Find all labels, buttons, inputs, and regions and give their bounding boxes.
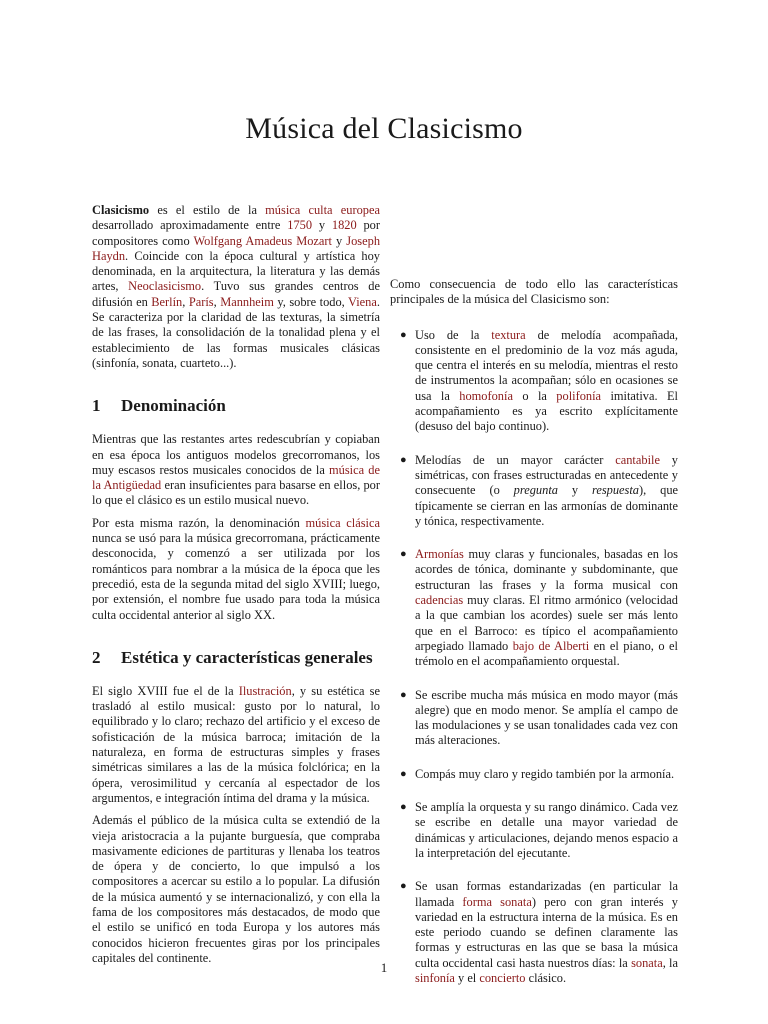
link-cadencias[interactable]: cadencias bbox=[415, 593, 464, 608]
list-item: ● Se amplía la orquesta y su rango dinámico. Cada vez se escribe en detalle una mayor variedad de dinámicas y articulaciones, dejando menos espacio a la interpretación del ejecutante. bbox=[400, 800, 678, 860]
link-1750[interactable]: 1750 bbox=[287, 218, 313, 233]
section-number: 1 bbox=[92, 396, 101, 416]
characteristics-list bbox=[390, 328, 678, 987]
section-heading-denominacion bbox=[92, 395, 380, 416]
bullet-icon: ● bbox=[400, 328, 407, 341]
link-berlin[interactable]: Berlín bbox=[151, 294, 183, 309]
list-item: ● Uso de la textura de melodía acompañada, consistente en el predominio de la voz más aguda, que centra el interés en su melodía, mientras el resto de instrumentos la acompañan; sólo en ocasiones se usa la homofonía o la polifonía imitativa. El acompañamiento es ya escrito explícitamente (desuso del bajo continuo). bbox=[400, 327, 678, 434]
bullet-icon: ● bbox=[400, 880, 407, 893]
page-title: Música del Clasicismo bbox=[245, 112, 523, 145]
link-textura[interactable]: textura bbox=[491, 327, 526, 342]
term-clasicismo: Clasicismo bbox=[92, 203, 150, 217]
bullet-icon: ● bbox=[400, 548, 407, 561]
link-sonata[interactable]: sonata bbox=[631, 955, 663, 970]
link-1820[interactable]: 1820 bbox=[331, 218, 357, 233]
link-musica-clasica[interactable]: música clásica bbox=[305, 515, 380, 530]
list-item: ● Melodías de un mayor carácter cantabile y simétricas, con frases estructuradas en antecedente y consecuente (o pregunta y respuesta), que típicamente se cierran en las armonías de dominante y tónica, respectivamente. bbox=[400, 452, 679, 528]
page-number: 1 bbox=[380, 960, 388, 975]
link-armonias[interactable]: Armonías bbox=[415, 547, 464, 562]
denominacion-paragraph-1: Mientras que las restantes artes redescubrían y copiaban en esa época los antiguos modelos grecorromanos, los muy escasos restos musicales conocidos de la música de la Antigüedad eran insuficientes para basarse en ellos, por lo que el clásico es un estilo musical nuevo. bbox=[92, 432, 381, 508]
section-title: Denominación bbox=[121, 396, 226, 416]
link-haydn[interactable]: Joseph Haydn bbox=[92, 233, 381, 263]
link-sinfonia[interactable]: sinfonía bbox=[415, 970, 455, 985]
link-bajo-de-alberti[interactable]: bajo de Alberti bbox=[512, 638, 590, 653]
bullet-icon: ● bbox=[400, 453, 407, 466]
link-cantabile[interactable]: cantabile bbox=[615, 452, 660, 467]
link-mannheim[interactable]: Mannheim bbox=[220, 294, 274, 309]
link-viena[interactable]: Viena bbox=[348, 294, 377, 309]
bullet-icon: ● bbox=[400, 688, 407, 701]
list-item: ● Se escribe mucha más música en modo mayor (más alegre) que en modo menor. Se amplía el campo de las modulaciones y se usan tonalidades cada vez con más alteraciones. bbox=[400, 687, 678, 748]
intro-paragraph: Clasicismo es el estilo de la música culta europea desarrollado aproximadamente entre 1750 y 1820 por compositores como Wolfgang Amadeus Mozart y Joseph Haydn. Coincide con la época cultural y artística hoy denominada, en la arquitectura, la literatura y las demás artes, Neoclasicismo. Tuvo sus grandes centros de difusión en Berlín, París, Mannheim y, sobre todo, Viena. Se caracteriza por la claridad de las texturas, la simetría de las frases, la consolidación de la tonalidad plena y el establecimiento de las formas musicales clásicas (sinfonía, sonata, cuarteto...). bbox=[92, 203, 381, 370]
link-neoclasicismo[interactable]: Neoclasicismo bbox=[128, 279, 202, 294]
link-concierto[interactable]: concierto bbox=[479, 970, 526, 985]
section-heading-estetica bbox=[92, 647, 380, 668]
link-musica-culta-europea[interactable]: música culta europea bbox=[265, 203, 380, 217]
bullet-icon: ● bbox=[400, 801, 407, 814]
section-number: 2 bbox=[92, 647, 101, 667]
estetica-paragraph-3: Como consecuencia de todo ello las características principales de la música del Clasicismo son: bbox=[390, 277, 678, 307]
estetica-paragraph-2: Además el público de la música culta se extendió de la vieja aristocracia a la pujante burguesía, que compraba masivamente ediciones de partituras y llenaba los teatros de ópera y de concierto, lo que impulsó a los compositores a acercar su estilo a lo popular. La difusión de la música aumentó y se internacionalizó, y con ella la fama de los compositores más destacados, de modo que el estilo se unificó en toda Europa y los autores más conocidos hicieron frecuentes giras por los principales capitales del continente. bbox=[92, 813, 380, 965]
list-item: ● Compás muy claro y regido también por la armonía. bbox=[400, 766, 675, 781]
list-item: ● Armonías muy claras y funcionales, basadas en los acordes de tónica, dominante y subdominante, que estructuran las frases y la forma musical con cadencias muy claras. El ritmo armónico (velocidad a la que cambian los acordes) suele ser más lento que en el Barroco: es típico el acompañamiento arpegiado llamado bajo de Alberti en el piano, o el trémolo en el acompañamiento orquestal. bbox=[400, 547, 678, 669]
link-ilustracion[interactable]: Ilustración bbox=[238, 683, 292, 698]
section-title: Estética y características generales bbox=[121, 647, 373, 667]
list-item: ● Se usan formas estandarizadas (en particular la llamada forma sonata) pero con gran interés y variedad en la estructura interna de la música. Es en este periodo cuando se definen claramente las formas y estructuras en las que se basa la música culta occidental casi hasta nuestros días: la sonata, la sinfonía y el concierto clásico. bbox=[400, 879, 679, 985]
bullet-icon: ● bbox=[400, 767, 407, 780]
link-polifonia[interactable]: polifonía bbox=[556, 388, 602, 403]
link-homofonia[interactable]: homofonía bbox=[459, 388, 513, 403]
link-forma-sonata[interactable]: forma sonata bbox=[462, 894, 532, 909]
left-column bbox=[92, 203, 380, 973]
link-paris[interactable]: París bbox=[188, 294, 214, 309]
denominacion-paragraph-2: Por esta misma razón, la denominación música clásica nunca se usó para la música grecorromana, prácticamente desconocida, y comenzó a ser utilizada por los románticos para nombrar a la música de la época que les precedió, esta de la segunda mitad del siglo XVIII; luego, por extensión, el nombre fue usado para toda la música culta occidental anterior al siglo XX. bbox=[92, 515, 380, 622]
right-column bbox=[390, 203, 678, 1004]
estetica-paragraph-1: El siglo XVIII fue el de la Ilustración, y su estética se trasladó al estilo musical: gusto por lo natural, lo equilibrado y lo claro; rechazo del artificio y el exceso de sofisticación de la música barroca; imitación de la naturaleza, en forma de estructuras simples y frases simétricas similares a las de la música folclórica; en la ópera, verosimilitud y cercanía al espectador de los argumentos, e integración íntima del drama y la música. bbox=[92, 683, 381, 805]
link-mozart[interactable]: Wolfgang Amadeus Mozart bbox=[193, 233, 332, 248]
link-musica-antiguedad[interactable]: música de la Antigüedad bbox=[92, 462, 380, 493]
